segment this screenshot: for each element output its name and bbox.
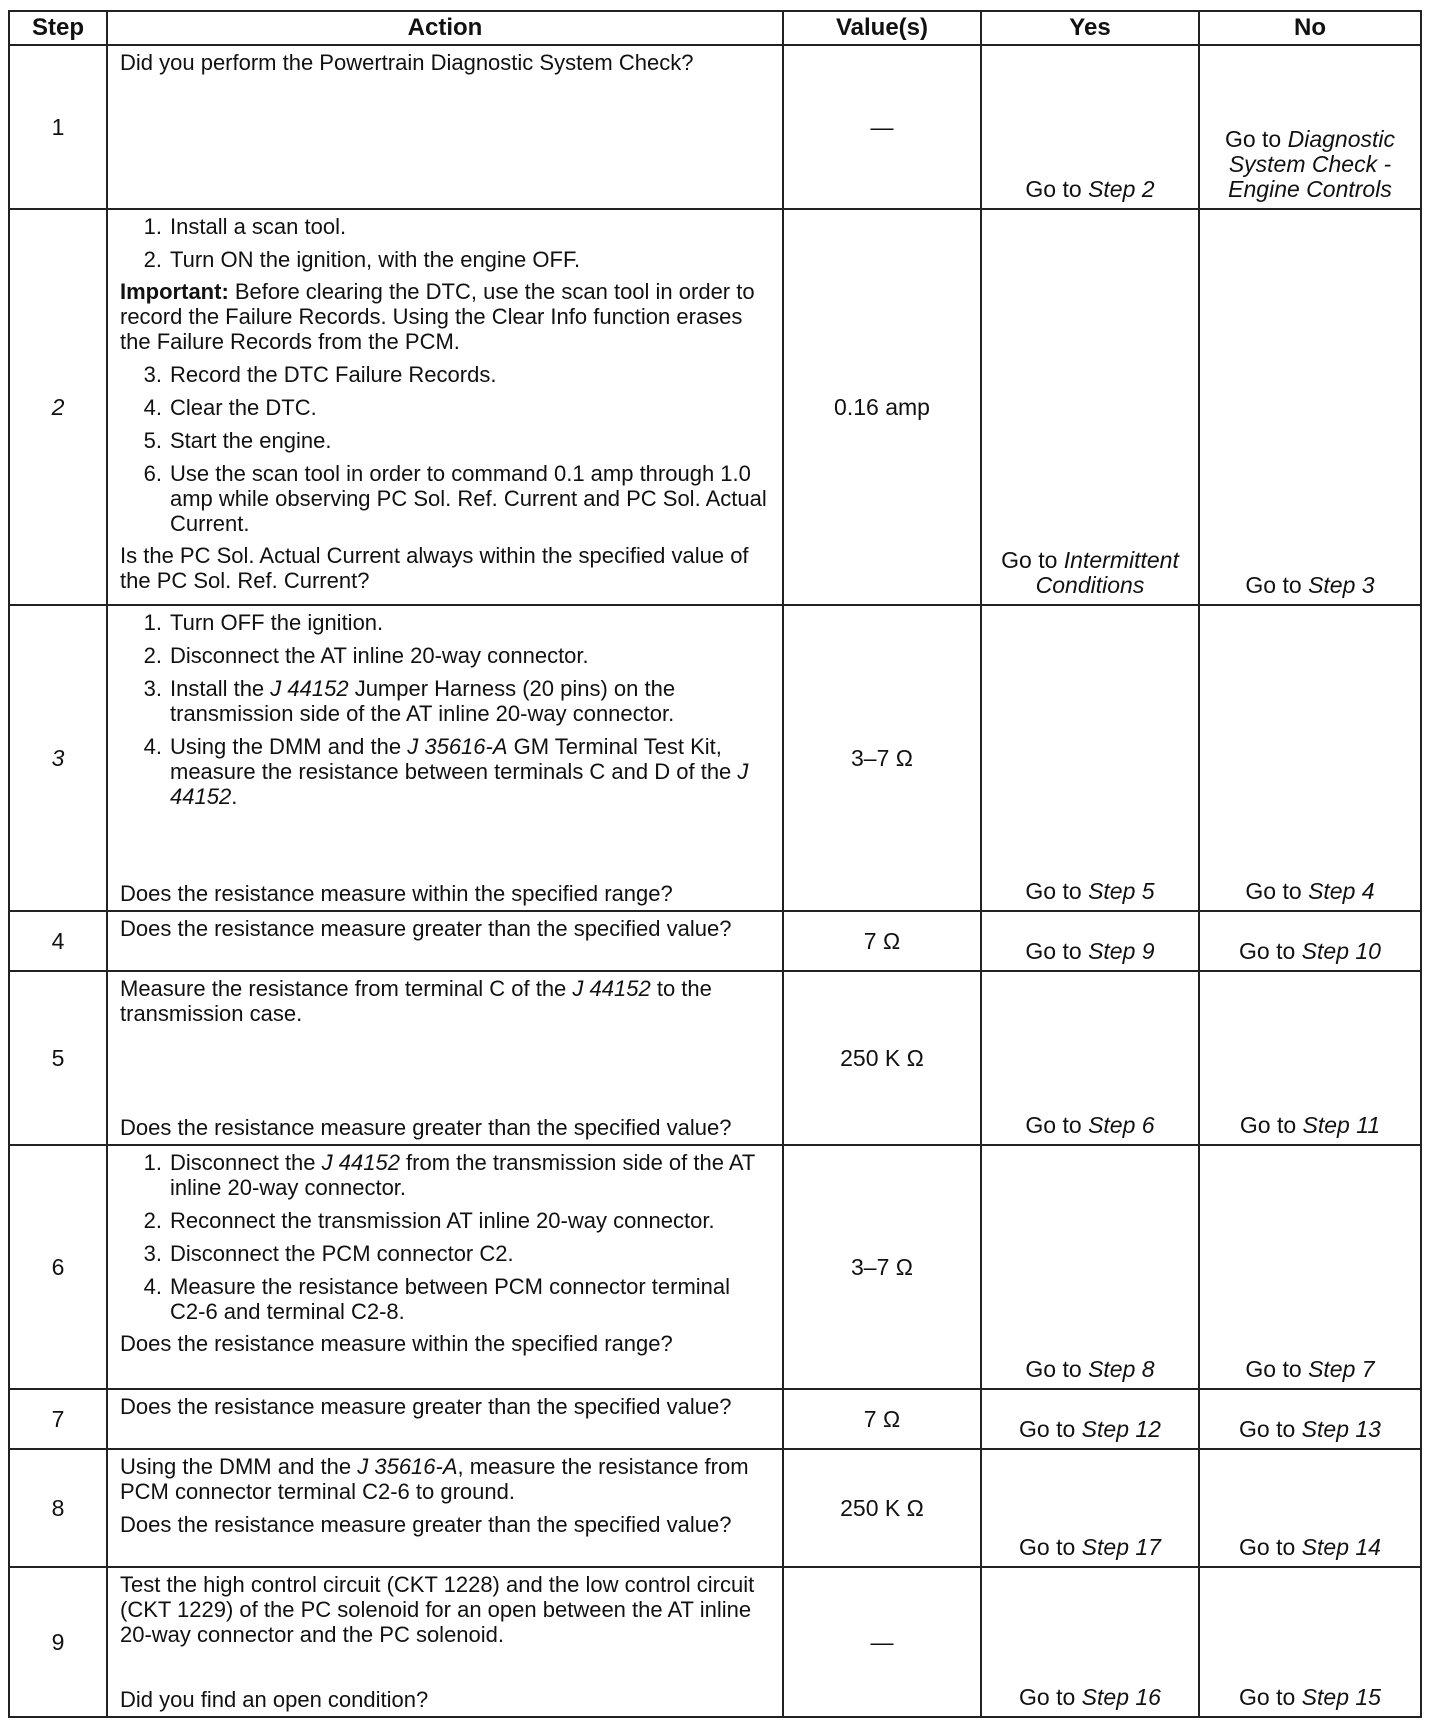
- action-step: 1. Disconnect the J 44152 from the transmission side of the AT inline 20-way connector.: [143, 1150, 755, 1200]
- action-text: Using the DMM and the J 35616-A, measure the resistance from PCM connector terminal C2-6 to ground.: [120, 1454, 749, 1504]
- table-row: [9, 605, 1421, 911]
- action-question: Does the resistance measure greater than the specified value?: [120, 916, 732, 941]
- value-cell: 7 Ω: [783, 1389, 981, 1449]
- table-row: [9, 1449, 1421, 1567]
- action-step: 3. Disconnect the PCM connector C2.: [143, 1241, 514, 1266]
- action-question: Is the PC Sol. Actual Current always within the specified value of the PC Sol. Ref. Current?: [120, 543, 749, 593]
- value-cell: 0.16 amp: [783, 209, 981, 605]
- action-steps: [120, 610, 770, 809]
- important-label: Important:: [120, 279, 229, 304]
- yes-cell: Go to Step 16: [981, 1567, 1199, 1717]
- no-cell: Go to Step 4: [1199, 605, 1421, 911]
- step-number: 1: [9, 45, 107, 209]
- action-step: 4. Clear the DTC.: [143, 395, 317, 420]
- action-cell: [107, 911, 783, 971]
- yes-cell: Go to Step 2: [981, 45, 1199, 209]
- action-cell: [107, 209, 783, 605]
- action-step: 3. Record the DTC Failure Records.: [143, 362, 497, 387]
- action-step: 1. Install a scan tool.: [143, 214, 347, 239]
- no-cell: Go to Step 13: [1199, 1389, 1421, 1449]
- step-number: 2: [9, 209, 107, 605]
- value-cell: 3–7 Ω: [783, 1145, 981, 1389]
- yes-cell: Go to Step 17: [981, 1449, 1199, 1567]
- step-number: 8: [9, 1449, 107, 1567]
- header-values: Value(s): [783, 11, 981, 45]
- action-step: 2. Turn ON the ignition, with the engine OFF.: [143, 247, 581, 272]
- step-number: 9: [9, 1567, 107, 1717]
- header-row: [9, 11, 1421, 45]
- header-no: No: [1199, 11, 1421, 45]
- action-question: Does the resistance measure greater than the specified value?: [120, 1115, 732, 1140]
- action-steps: [120, 362, 770, 536]
- yes-cell: Go to Step 6: [981, 971, 1199, 1145]
- table-row: [9, 971, 1421, 1145]
- action-steps: [120, 214, 770, 272]
- action-cell: [107, 1567, 783, 1717]
- step-number: 6: [9, 1145, 107, 1389]
- header-action: Action: [107, 11, 783, 45]
- table-row: [9, 209, 1421, 605]
- step-number: 5: [9, 971, 107, 1145]
- header-step: Step: [9, 11, 107, 45]
- action-text: Test the high control circuit (CKT 1228) and the low control circuit (CKT 1229) of the PC solenoid for an open between the AT inline 20-way connector and the PC solenoid.: [120, 1572, 755, 1647]
- value-cell: 3–7 Ω: [783, 605, 981, 911]
- no-cell: Go to Step 14: [1199, 1449, 1421, 1567]
- table-row: [9, 1567, 1421, 1717]
- value-cell: —: [783, 45, 981, 209]
- action-question: Does the resistance measure within the specified range?: [120, 1331, 673, 1356]
- action-question: Does the resistance measure within the specified range?: [120, 881, 673, 906]
- value-cell: —: [783, 1567, 981, 1717]
- yes-cell: Go to Intermittent Conditions: [981, 209, 1199, 605]
- action-text: Measure the resistance from terminal C of the J 44152 to the transmission case.: [120, 976, 712, 1026]
- value-cell: 250 K Ω: [783, 1449, 981, 1567]
- action-cell: [107, 1145, 783, 1389]
- action-question: Did you find an open condition?: [120, 1687, 429, 1712]
- action-step: 4. Using the DMM and the J 35616-A GM Terminal Test Kit, measure the resistance between terminals C and D of the J 44152.: [143, 734, 749, 809]
- yes-cell: Go to Step 8: [981, 1145, 1199, 1389]
- action-cell: [107, 45, 783, 209]
- action-cell: [107, 971, 783, 1145]
- important-note: Important: Before clearing the DTC, use the scan tool in order to record the Failure Records. Using the Clear Info function erases the Failure Records from the PCM.: [120, 279, 755, 354]
- action-step: 2. Reconnect the transmission AT inline 20-way connector.: [143, 1208, 715, 1233]
- value-cell: 250 K Ω: [783, 971, 981, 1145]
- diagnostic-table: [8, 10, 1422, 1718]
- action-step: 3. Install the J 44152 Jumper Harness (20 pins) on the transmission side of the AT inline 20-way connector.: [143, 676, 676, 726]
- action-question: Does the resistance measure greater than the specified value?: [120, 1512, 732, 1537]
- step-number: 7: [9, 1389, 107, 1449]
- action-question: Does the resistance measure greater than the specified value?: [120, 1394, 732, 1419]
- table-row: [9, 45, 1421, 209]
- action-step: 1. Turn OFF the ignition.: [143, 610, 384, 635]
- yes-cell: Go to Step 9: [981, 911, 1199, 971]
- table-row: [9, 1389, 1421, 1449]
- no-cell: Go to Step 10: [1199, 911, 1421, 971]
- action-cell: [107, 1389, 783, 1449]
- step-number: 4: [9, 911, 107, 971]
- no-cell: Go to Step 3: [1199, 209, 1421, 605]
- action-question: Did you perform the Powertrain Diagnostic System Check?: [120, 50, 694, 75]
- action-cell: [107, 605, 783, 911]
- header-yes: Yes: [981, 11, 1199, 45]
- table-row: [9, 911, 1421, 971]
- value-cell: 7 Ω: [783, 911, 981, 971]
- no-cell: Go to Step 7: [1199, 1145, 1421, 1389]
- action-step: 5. Start the engine.: [143, 428, 332, 453]
- action-step: 2. Disconnect the AT inline 20-way connector.: [143, 643, 589, 668]
- no-cell: Go to Step 15: [1199, 1567, 1421, 1717]
- yes-cell: Go to Step 5: [981, 605, 1199, 911]
- table-row: [9, 1145, 1421, 1389]
- action-step: 6. Use the scan tool in order to command 0.1 amp through 1.0 amp while observing PC Sol. Ref. Current and PC Sol. Actual Current.: [143, 461, 767, 536]
- action-cell: [107, 1449, 783, 1567]
- action-step: 4. Measure the resistance between PCM connector terminal C2-6 and terminal C2-8.: [143, 1274, 731, 1324]
- action-steps: [120, 1150, 770, 1324]
- step-number: 3: [9, 605, 107, 911]
- no-cell: Go to Diagnostic System Check - Engine Controls: [1199, 45, 1421, 209]
- no-cell: Go to Step 11: [1199, 971, 1421, 1145]
- yes-cell: Go to Step 12: [981, 1389, 1199, 1449]
